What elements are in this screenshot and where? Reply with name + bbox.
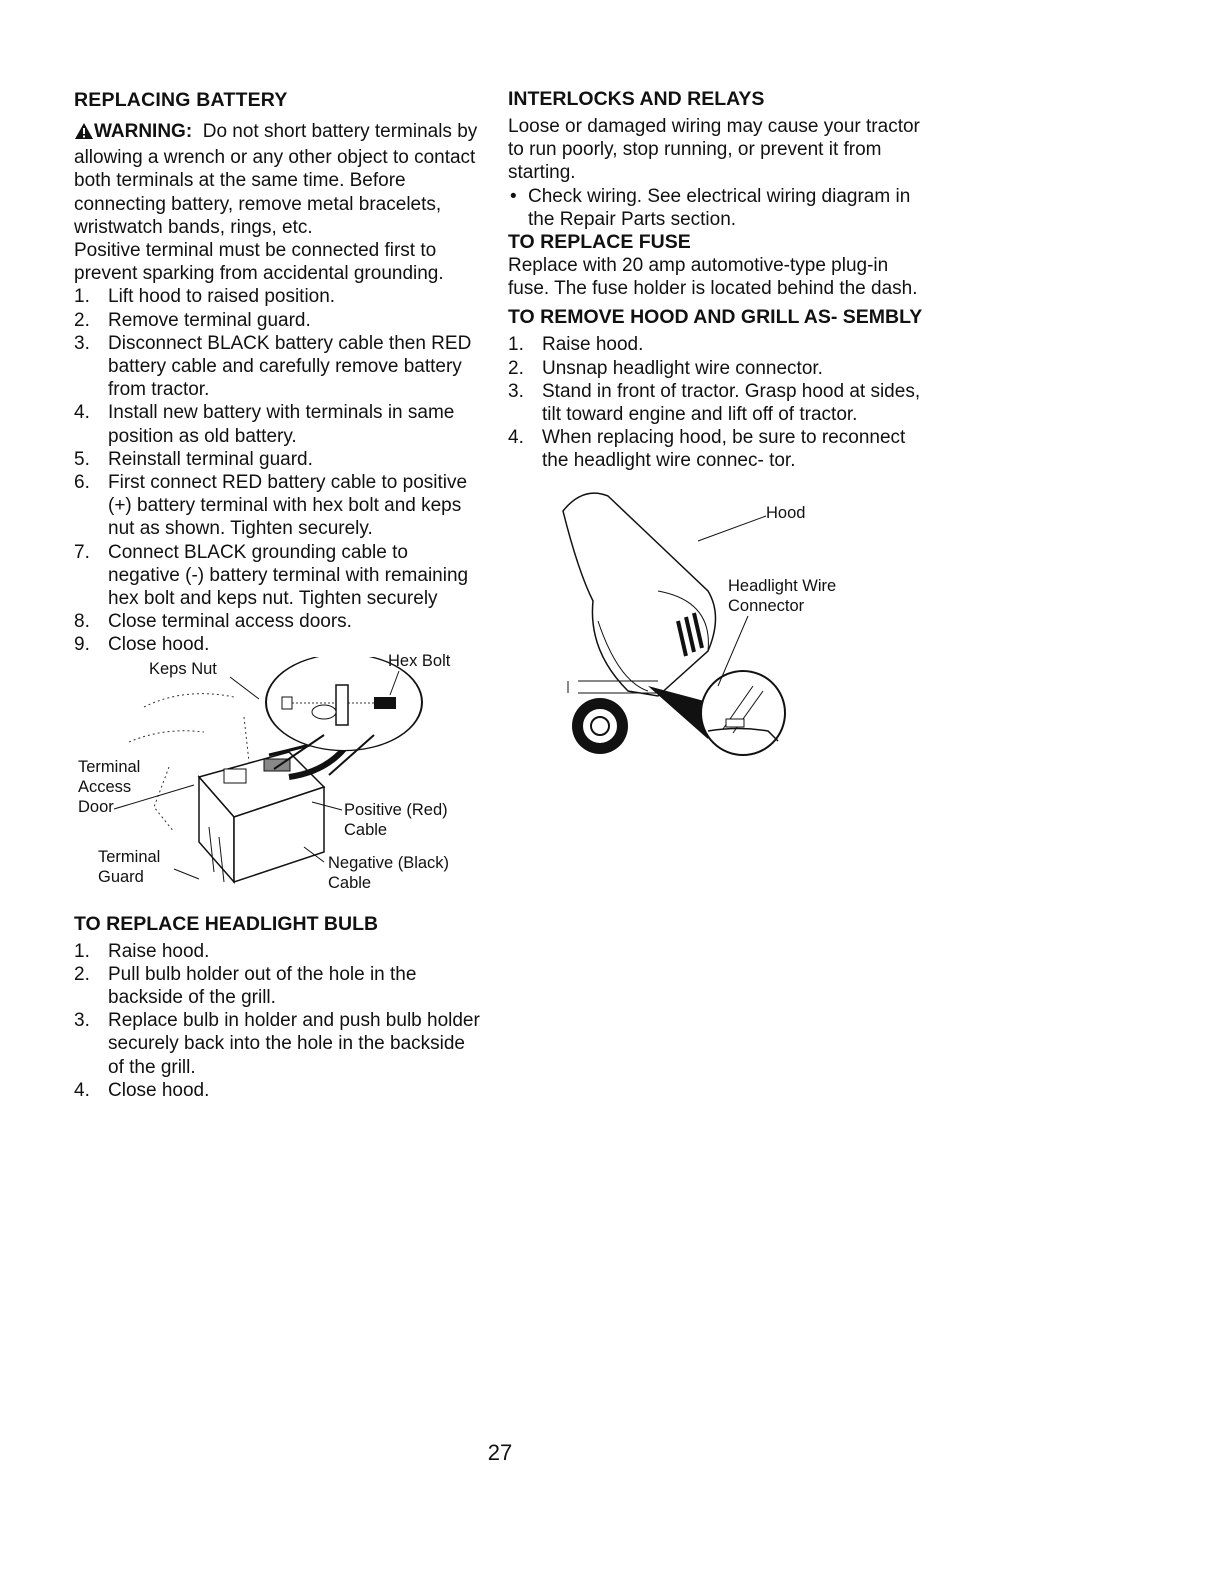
- hood-steps: [508, 333, 928, 472]
- label-terminal-access-door-3: Door: [78, 797, 114, 816]
- fuse-text: Replace with 20 amp automotive-type plug-in fuse. The fuse holder is located behind the dash.: [508, 255, 918, 300]
- list-item: 9. Close hood.: [74, 634, 210, 656]
- list-item: 1. Raise hood.: [508, 334, 644, 356]
- warning-triangle-icon: [74, 122, 94, 146]
- label-headlight-wire-connector-2: Connector: [728, 596, 805, 615]
- left-column: [74, 88, 484, 1102]
- label-keps-nut: Keps Nut: [149, 659, 217, 678]
- label-terminal-guard-2: Guard: [98, 867, 144, 886]
- list-item: 2. Remove terminal guard.: [74, 309, 311, 331]
- warning-paragraph: [74, 120, 484, 239]
- list-item: 1. Lift hood to raised position.: [74, 286, 336, 308]
- label-positive-cable-2: Cable: [344, 820, 388, 839]
- list-item: 7. Connect BLACK grounding cable to negative (-) battery terminal with remaining hex bolt and keps nut. Tighten securely: [74, 541, 469, 610]
- list-item: 2. Unsnap headlight wire connector.: [508, 357, 823, 379]
- label-positive-cable-1: Positive (Red): [344, 800, 448, 819]
- list-item: 1. Raise hood.: [74, 940, 210, 962]
- list-item: 2. Pull bulb holder out of the hole in the backside of the grill.: [74, 963, 417, 1009]
- label-negative-cable-2: Cable: [328, 873, 372, 892]
- hood-diagram: [508, 481, 928, 781]
- battery-diagram: [74, 651, 484, 907]
- fuse-title: TO REPLACE FUSE: [508, 231, 691, 254]
- label-negative-cable-1: Negative (Black): [328, 853, 450, 872]
- label-terminal-guard-1: Terminal: [98, 847, 161, 866]
- positive-terminal-note: Positive terminal must be connected first to prevent sparking from accidental grounding.: [74, 240, 444, 285]
- label-terminal-access-door-1: Terminal: [78, 757, 141, 776]
- list-item: 3. Stand in front of tractor. Grasp hood at sides, tilt toward engine and lift off of tractor.: [508, 380, 921, 426]
- bullet-icon: •: [510, 185, 517, 207]
- warning-label: WARNING:: [94, 121, 193, 142]
- list-item: 4. Close hood.: [74, 1079, 210, 1101]
- interlocks-text: Loose or damaged wiring may cause your tractor to run poorly, stop running, or prevent it from starting.: [508, 116, 920, 184]
- hood-illustration: [508, 481, 928, 781]
- right-column: [508, 88, 928, 781]
- label-hex-bolt: Hex Bolt: [388, 651, 451, 670]
- battery-steps: [74, 285, 484, 656]
- list-item: 4. Install new battery with terminals in same position as old battery.: [74, 402, 455, 447]
- interlocks-title: INTERLOCKS AND RELAYS: [508, 88, 765, 110]
- list-item: 6. First connect RED battery cable to positive (+) battery terminal with hex bolt and keps nut as shown. Tighten securely.: [74, 472, 468, 540]
- interlocks-bullet: • Check wiring. See electrical wiring diagram in the Repair Parts section.: [510, 185, 911, 230]
- headlight-title: TO REPLACE HEADLIGHT BULB: [74, 912, 379, 935]
- label-hood: Hood: [766, 503, 806, 522]
- headlight-steps: [74, 940, 484, 1102]
- label-terminal-access-door-2: Access: [78, 777, 132, 796]
- hood-title: TO REMOVE HOOD AND GRILL AS- SEMBLY: [508, 306, 923, 329]
- battery-title: REPLACING BATTERY: [74, 89, 288, 111]
- list-item: 8. Close terminal access doors.: [74, 611, 352, 633]
- list-item: 3. Replace bulb in holder and push bulb holder securely back into the hole in the backside of the grill.: [74, 1010, 480, 1078]
- list-item: 3. Disconnect BLACK battery cable then RED battery cable and carefully remove battery from tractor.: [74, 332, 472, 401]
- warning-text: Do not short battery terminals by allowing a wrench or any other object to contact both terminals at the same time. Before connecting battery, remove metal bracelets, wristwatch bands, rings, etc.: [74, 121, 478, 238]
- page-number: 27: [487, 1440, 513, 1465]
- label-headlight-wire-connector-1: Headlight Wire: [728, 576, 837, 595]
- list-item: 5. Reinstall terminal guard.: [74, 448, 313, 470]
- list-item: 4. When replacing hood, be sure to reconnect the headlight wire connec- tor.: [508, 427, 906, 472]
